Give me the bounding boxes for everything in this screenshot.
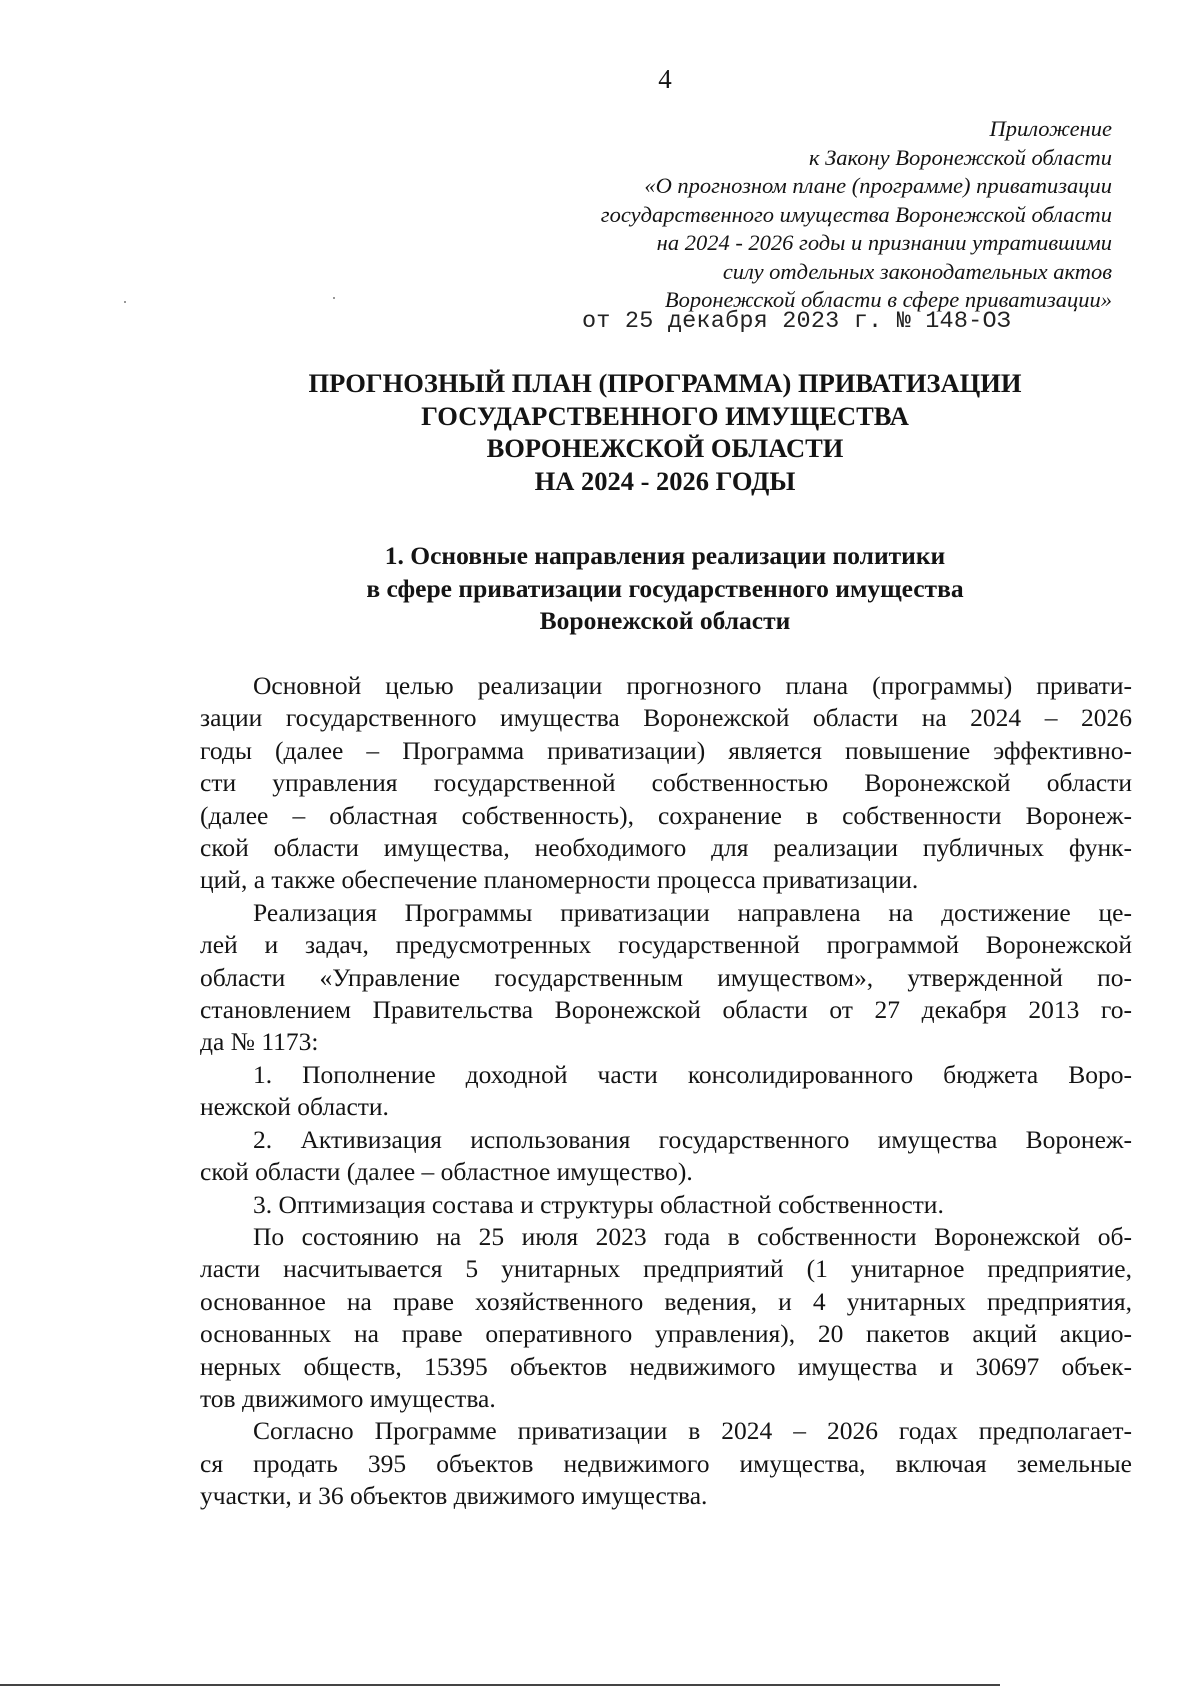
section-heading-line: Воронежской области (539, 606, 791, 635)
annex-line: Приложение (989, 116, 1112, 141)
text-line: (далее – областная собственность), сохранение в собственности Воронеж- (200, 800, 1132, 830)
scan-speck (333, 297, 335, 299)
text-line: 3. Оптимизация состава и структуры областной собственности. (253, 1189, 944, 1219)
text-line: годы (далее – Программа приватизации) является повышение эффективно- (200, 735, 1132, 765)
scan-speck (124, 301, 126, 303)
text-line: становлением Правительства Воронежской области от 27 декабря 2013 го- (200, 995, 1132, 1025)
section-heading-line: в сфере приватизации государственного имущества (366, 573, 964, 603)
paragraph-item-3 (200, 1189, 1132, 1221)
text-line: Реализация Программы приватизации направлена на достижение це- (253, 897, 1132, 927)
annex-date-number-stamp: от 25 декабря 2023 г. № 148-ОЗ (582, 308, 1012, 335)
text-line: По состоянию на 25 июля 2023 года в собственности Воронежской об- (253, 1221, 1132, 1251)
page-number: 4 (658, 64, 672, 94)
text-line: ской области (далее – областное имущество). (200, 1157, 693, 1187)
text-line: ся продать 395 объектов недвижимого имущества, включая земельные (200, 1448, 1132, 1478)
text-line: Согласно Программе приватизации в 2024 – 2026 годах предполагает- (253, 1416, 1132, 1446)
title-line: ВОРОНЕЖСКОЙ ОБЛАСТИ (486, 433, 844, 463)
text-line: сти управления государственной собственностью Воронежской области (200, 768, 1132, 798)
text-line: участки, и 36 объектов движимого имущества. (200, 1481, 708, 1511)
text-line: да № 1173: (200, 1027, 319, 1057)
paragraph-sale-plan (200, 1415, 1132, 1512)
document-title (200, 367, 1130, 497)
section-heading-line: 1. Основные направления реализации политики (384, 541, 946, 570)
text-line: основанных на праве оперативного управления), 20 пакетов акций акцио- (200, 1319, 1132, 1349)
annex-line: к Закону Воронежской области (809, 144, 1112, 170)
annex-line: Воронежской области в сфере приватизации» (664, 287, 1112, 312)
text-line: тов движимого имущества. (200, 1383, 496, 1413)
text-line: зации государственного имущества Воронежской области на 2024 – 2026 (200, 703, 1132, 733)
paragraph-item-1 (200, 1059, 1132, 1124)
text-line: нерных обществ, 15395 объектов недвижимого имущества и 30697 объек- (200, 1351, 1132, 1381)
scan-bottom-edge (0, 1684, 1000, 1686)
paragraph-property-status (200, 1221, 1132, 1415)
annex-line: на 2024 - 2026 годы и признании утратившими (656, 230, 1112, 255)
annex-line: «О прогнозном плане (программе) приватизации (644, 173, 1112, 198)
annex-line: государственного имущества Воронежской области (600, 201, 1112, 227)
paragraph-implementation (200, 897, 1132, 1059)
section-heading (200, 540, 1130, 638)
text-line: ций, а также обеспечение планомерности процесса приватизации. (200, 865, 919, 895)
text-line: ласти насчитывается 5 унитарных предприятий (1 унитарное предприятие, (200, 1254, 1132, 1284)
paragraph-item-2 (200, 1124, 1132, 1189)
text-line: нежской области. (200, 1092, 389, 1122)
text-line: области «Управление государственным имуществом», утвержденной по- (200, 962, 1132, 992)
text-line: 2. Активизация использования государственного имущества Воронеж- (253, 1124, 1132, 1154)
title-line: ПРОГНОЗНЫЙ ПЛАН (ПРОГРАММА) ПРИВАТИЗАЦИИ (308, 368, 1022, 398)
annex-header (412, 115, 1112, 315)
paragraph-goal (200, 670, 1132, 897)
title-line: ГОСУДАРСТВЕННОГО ИМУЩЕСТВА (421, 400, 909, 431)
annex-line: силу отдельных законодательных актов (722, 258, 1112, 284)
text-line: основанное на праве хозяйственного ведения, и 4 унитарных предприятия, (200, 1286, 1132, 1316)
text-line: лей и задач, предусмотренных государственной программой Воронежской (200, 930, 1132, 960)
title-line: НА 2024 - 2026 ГОДЫ (534, 465, 796, 496)
body-text (200, 670, 1132, 1513)
text-line: 1. Пополнение доходной части консолидированного бюджета Воро- (253, 1059, 1132, 1089)
text-line: Основной целью реализации прогнозного плана (программы) привати- (253, 671, 1132, 700)
text-line: ской области имущества, необходимого для реализации публичных функ- (200, 833, 1132, 863)
